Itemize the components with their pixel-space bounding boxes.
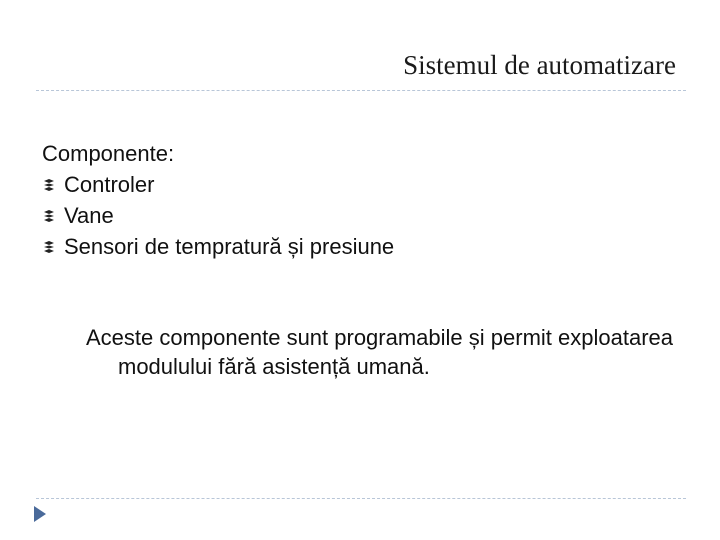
list-item-label: Sensori de tempratură și presiune [64,234,395,259]
ornate-bullet-icon [42,209,56,223]
list-item [42,231,394,262]
list-item-label: Vane [64,203,114,228]
list-item [42,169,394,200]
ornate-bullet-icon [42,240,56,254]
list-item [42,200,394,231]
list-item-label: Controler [64,172,155,197]
description-paragraph: Aceste componente sunt programabile și permit exploatarea modulului fără asistență umană. [86,325,673,379]
title-divider [36,90,686,91]
footer-divider [36,498,686,499]
slide-title: Sistemul de automatizare [403,50,676,80]
slide-content [42,138,394,262]
components-heading: Componente: [42,141,175,166]
play-arrow-icon[interactable] [33,505,47,523]
components-list [42,169,394,262]
ornate-bullet-icon [42,178,56,192]
